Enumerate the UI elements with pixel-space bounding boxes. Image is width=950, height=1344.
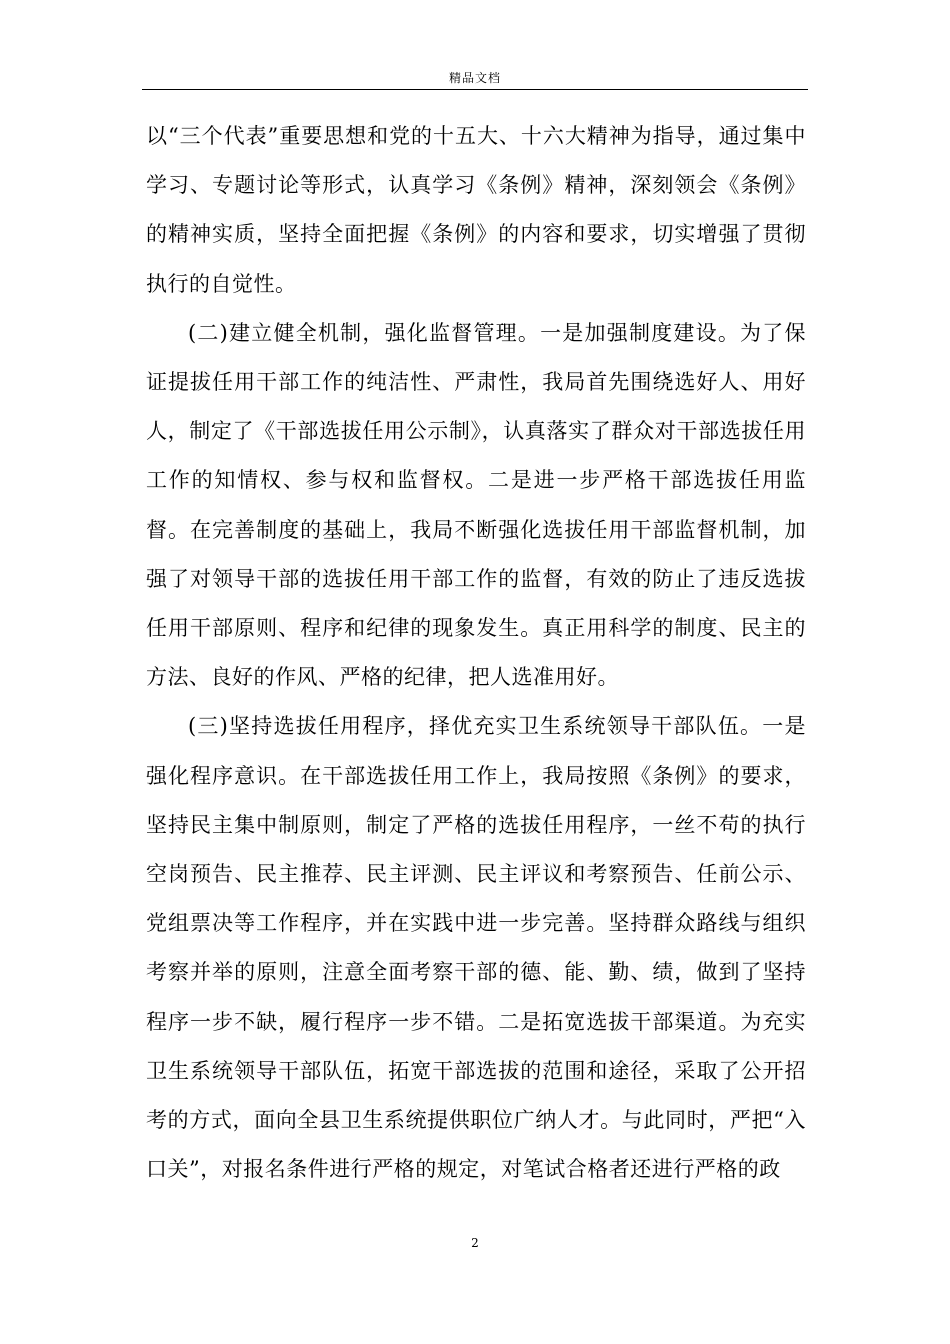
paragraph-section-2: (二)建立健全机制，强化监督管理。一是加强制度建设。为了保证提拔任用干部工作的纯洁性、严肃性，我局首先围绕选好人、用好人，制定了《干部选拔任用公示制》，认真落实了群众对干部选拔任用工作的知情权、参与权和监督权。二是进一步严格干部选拔任用监督。在完善制度的基础上，我局不断强化选拔任用干部监督机制，加强了对领导干部的选拔任用干部工作的监督，有效的防止了违反选拔任用干部原则、程序和纪律的现象发生。真正用科学的制度、民主的方法、良好的作风、严格的纪律，把人选准用好。: [146, 320, 806, 690]
paragraph-continuation: 以“三个代表”重要思想和党的十五大、十六大精神为指导，通过集中学习、专题讨论等形式，认真学习《条例》精神，深刻领会《条例》的精神实质，坚持全面把握《条例》的内容和要求，切实增强了贯彻执行的自觉性。: [146, 124, 806, 296]
page-number: 2: [471, 1236, 479, 1250]
paragraph-section-3: (三)坚持选拔任用程序，择优充实卫生系统领导干部队伍。一是强化程序意识。在干部选拔任用工作上，我局按照《条例》的要求，坚持民主集中制原则，制定了严格的选拔任用程序，一丝不苟的执行空岗预告、民主推荐、民主评测、民主评议和考察预告、任前公示、党组票决等工作程序，并在实践中进一步完善。坚持群众路线与组织考察并举的原则，注意全面考察干部的德、能、勤、绩，做到了坚持程序一步不缺，履行程序一步不错。二是拓宽选拔干部渠道。为充实卫生系统领导干部队伍，拓宽干部选拔的范围和途径，采取了公开招考的方式，面向全县卫生系统提供职位广纳人才。与此同时，严把“入口关”，对报名条件进行严格的规定，对笔试合格者还进行严格的政: [146, 714, 806, 1182]
document-body: [146, 112, 806, 1194]
header-divider: [142, 89, 808, 90]
page-header: 精品文档: [448, 71, 501, 85]
